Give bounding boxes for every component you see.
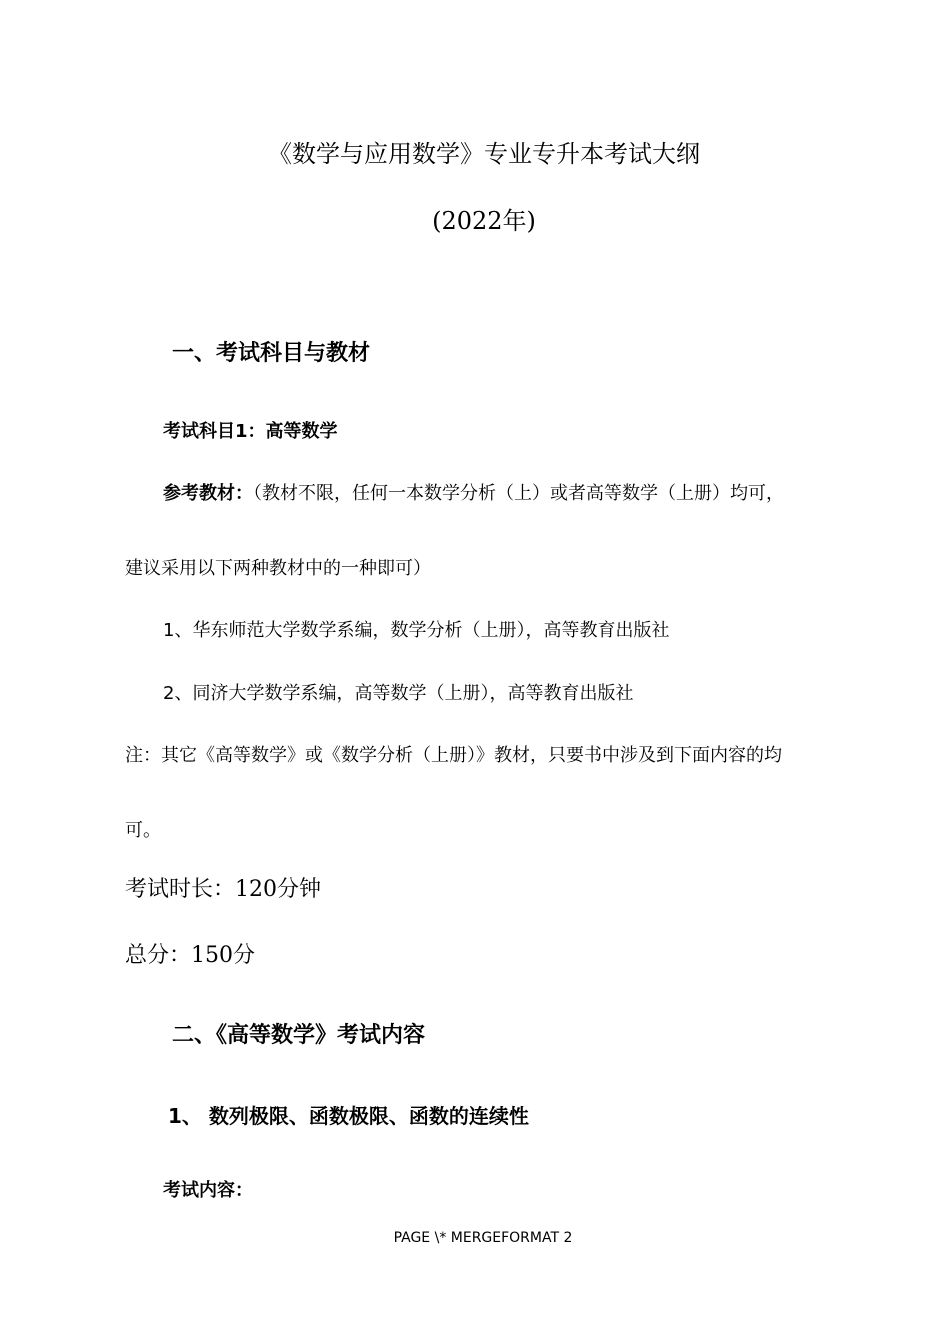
section2-subheading: 1、 数列极限、函数极限、函数的连续性 [168,1104,529,1128]
reference-label: 参考教材： [163,483,253,504]
subject-label: 考试科目1：高等数学 [163,421,338,442]
exam-duration: 考试时长：120分钟 [125,877,321,902]
reference-line [163,483,784,505]
reference-text-cont: 建议采用以下两种教材中的一种即可） [125,558,431,579]
note-line-2: 可。 [125,820,161,841]
document-title: 《数学与应用数学》专业专升本考试大纲 [268,140,700,168]
section1-heading: 一、考试科目与教材 [172,341,371,366]
note-line-1: 注：其它《高等数学》或《数学分析（上册）》教材，只要书中涉及到下面内容的均 [125,745,782,766]
total-score: 总分：150分 [125,943,255,968]
section2-heading: 二、《高等数学》考试内容 [172,1023,426,1048]
reference-text: （教材不限，任何一本数学分析（上）或者高等数学（上册）均可， [253,483,784,504]
document-subtitle: (2022年) [432,207,536,235]
book-item-2: 2、同济大学数学系编，高等数学（上册），高等教育出版社 [163,683,634,704]
page-footer: PAGE \* MERGEFORMAT 2 [393,1230,573,1246]
content-label: 考试内容： [163,1180,253,1201]
book-item-1: 1、华东师范大学数学系编，数学分析（上册），高等教育出版社 [163,620,670,641]
